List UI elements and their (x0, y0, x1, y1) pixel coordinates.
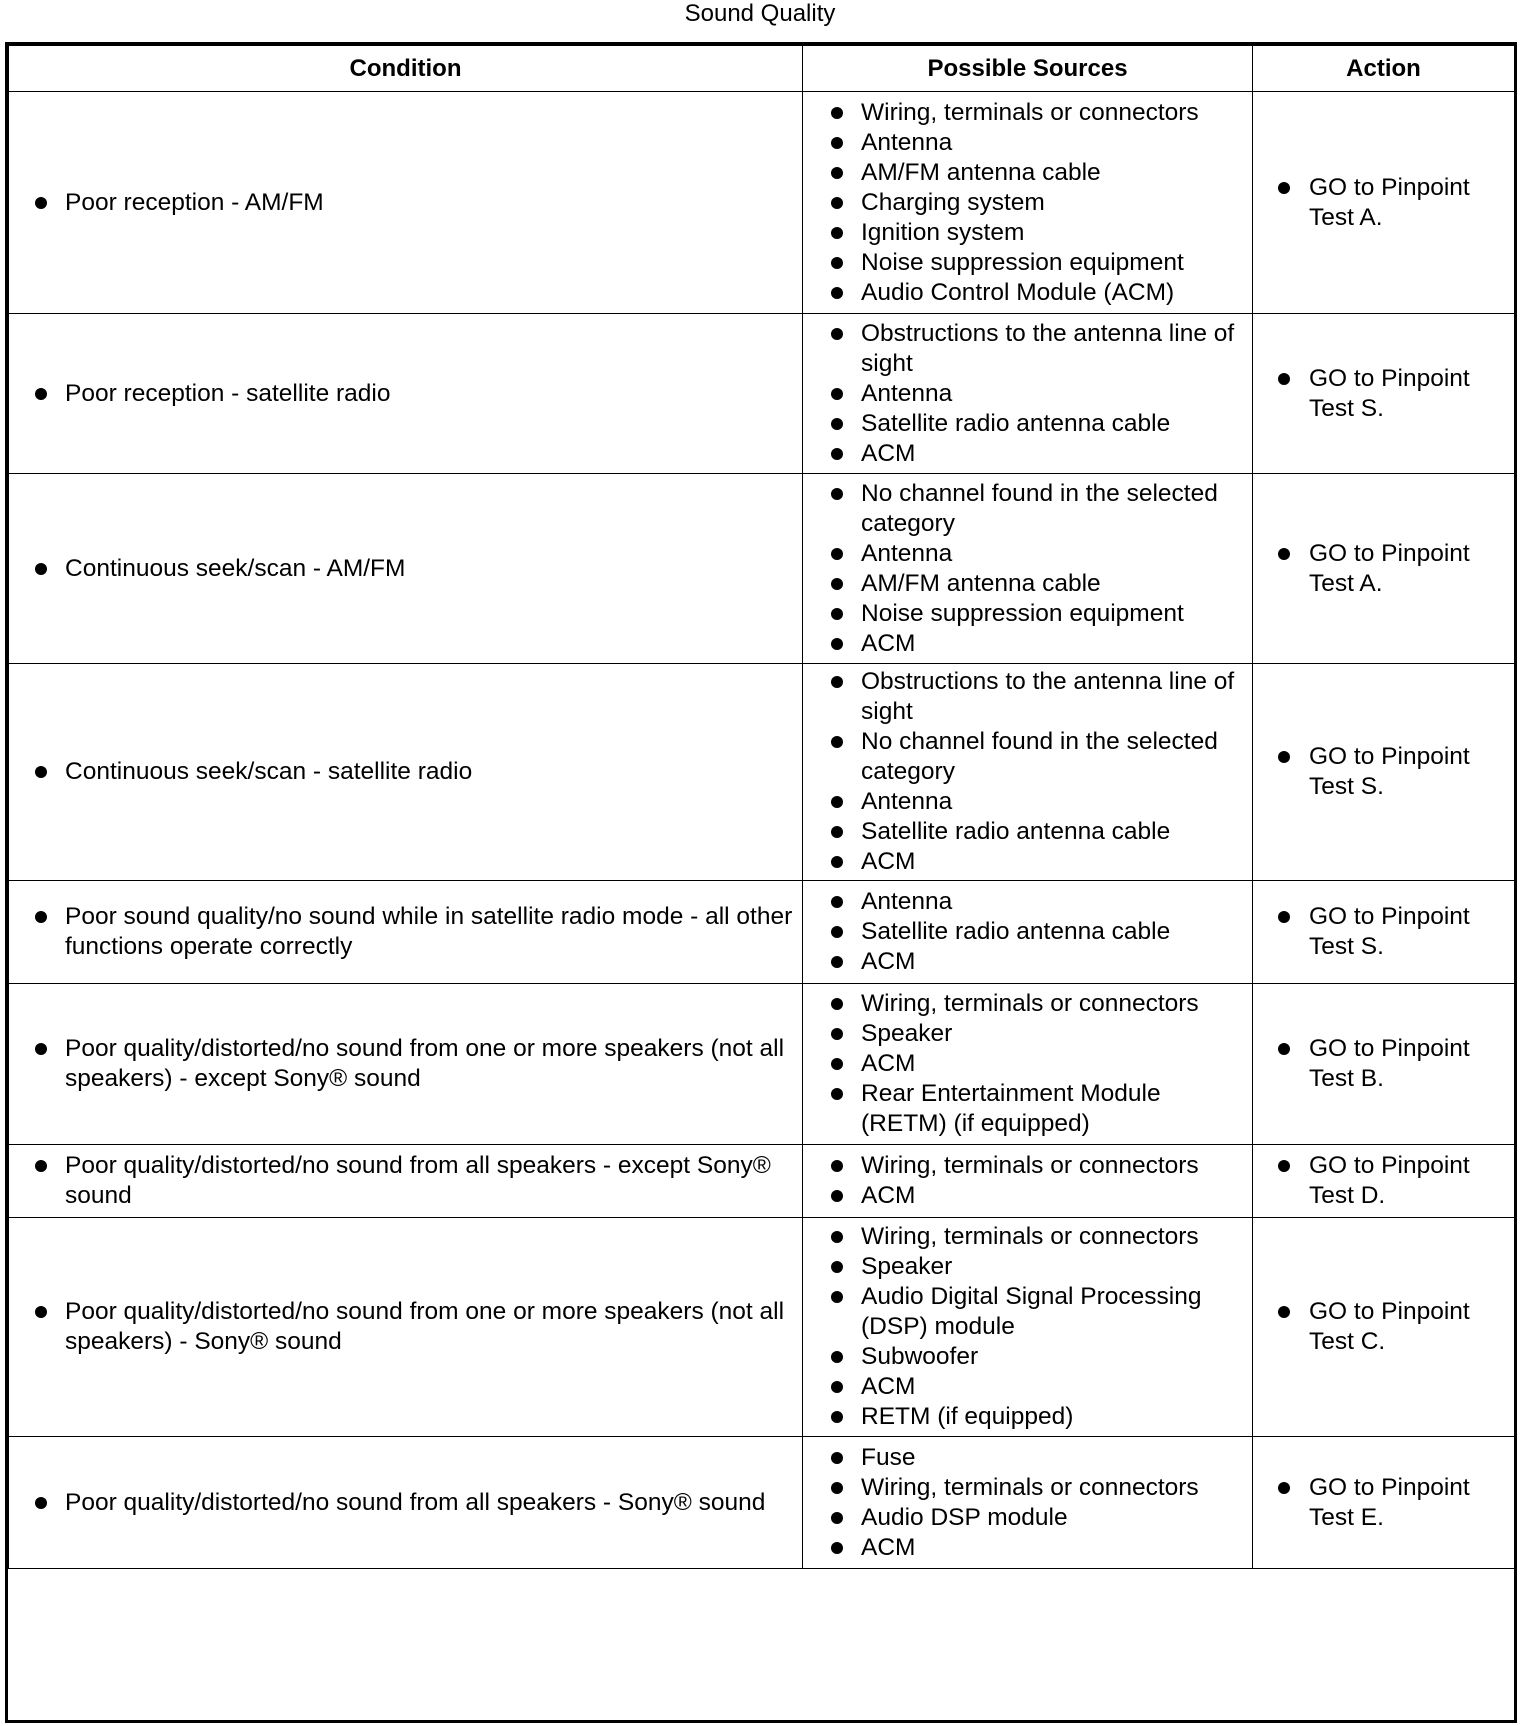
source-item: Wiring, terminals or connectors (803, 1473, 1246, 1503)
source-item: Wiring, terminals or connectors (803, 989, 1246, 1019)
source-item: Satellite radio antenna cable (803, 409, 1246, 439)
table-row (9, 92, 1515, 314)
source-item: ACM (803, 947, 1246, 977)
source-item: Charging system (803, 188, 1246, 218)
action-cell (1253, 881, 1515, 984)
source-item: Subwoofer (803, 1342, 1246, 1372)
source-item: Audio DSP module (803, 1503, 1246, 1533)
action-cell (1253, 314, 1515, 474)
source-item: AM/FM antenna cable (803, 569, 1246, 599)
action-cell (1253, 474, 1515, 664)
condition-cell (9, 314, 803, 474)
condition-text: Poor quality/distorted/no sound from one or more speakers (not all speakers) - Sony® sound (9, 1297, 802, 1357)
possible-sources-cell (803, 314, 1253, 474)
action-text: GO to Pinpoint Test S. (1253, 902, 1514, 962)
source-item: Audio Control Module (ACM) (803, 278, 1246, 308)
table-row (9, 474, 1515, 664)
possible-sources-cell (803, 1437, 1253, 1569)
condition-cell (9, 984, 803, 1145)
action-text: GO to Pinpoint Test S. (1253, 742, 1514, 802)
condition-cell (9, 1437, 803, 1569)
table-row (9, 881, 1515, 984)
source-item: Audio Digital Signal Processing (DSP) module (803, 1282, 1246, 1342)
source-item: Speaker (803, 1019, 1246, 1049)
header-possible-sources: Possible Sources (803, 46, 1253, 92)
table-body (9, 92, 1515, 1569)
source-item: Antenna (803, 128, 1246, 158)
header-condition: Condition (9, 46, 803, 92)
action-cell (1253, 984, 1515, 1145)
source-item: ACM (803, 1049, 1246, 1079)
action-text: GO to Pinpoint Test A. (1253, 173, 1514, 233)
condition-cell (9, 474, 803, 664)
source-item: ACM (803, 439, 1246, 469)
source-item: ACM (803, 1372, 1246, 1402)
table-row (9, 314, 1515, 474)
action-text: GO to Pinpoint Test S. (1253, 364, 1514, 424)
table-row (9, 1145, 1515, 1218)
possible-sources-cell (803, 474, 1253, 664)
table-row (9, 1218, 1515, 1437)
condition-cell (9, 664, 803, 881)
condition-text: Poor reception - AM/FM (9, 188, 802, 218)
action-text: GO to Pinpoint Test B. (1253, 1034, 1514, 1094)
condition-text: Continuous seek/scan - satellite radio (9, 757, 802, 787)
source-item: Antenna (803, 379, 1246, 409)
condition-text: Poor quality/distorted/no sound from all speakers - except Sony® sound (9, 1151, 802, 1211)
source-item: Antenna (803, 887, 1246, 917)
possible-sources-cell (803, 881, 1253, 984)
condition-text: Poor quality/distorted/no sound from one or more speakers (not all speakers) - except Sony® sound (9, 1034, 802, 1094)
source-item: Ignition system (803, 218, 1246, 248)
header-action: Action (1253, 46, 1515, 92)
source-item: RETM (if equipped) (803, 1402, 1246, 1432)
condition-text: Continuous seek/scan - AM/FM (9, 554, 802, 584)
source-item: Obstructions to the antenna line of sight (803, 319, 1246, 379)
source-item: Speaker (803, 1252, 1246, 1282)
source-item: Obstructions to the antenna line of sight (803, 667, 1246, 727)
condition-cell (9, 881, 803, 984)
condition-cell (9, 1145, 803, 1218)
source-item: Satellite radio antenna cable (803, 817, 1246, 847)
source-item: Wiring, terminals or connectors (803, 1151, 1246, 1181)
action-cell (1253, 1218, 1515, 1437)
source-item: Wiring, terminals or connectors (803, 98, 1246, 128)
source-item: AM/FM antenna cable (803, 158, 1246, 188)
source-item: Antenna (803, 787, 1246, 817)
action-cell (1253, 664, 1515, 881)
action-text: GO to Pinpoint Test D. (1253, 1151, 1514, 1211)
possible-sources-cell (803, 664, 1253, 881)
condition-text: Poor quality/distorted/no sound from all speakers - Sony® sound (9, 1488, 802, 1518)
table-header-row (9, 46, 1515, 92)
source-item: No channel found in the selected category (803, 479, 1246, 539)
action-text: GO to Pinpoint Test C. (1253, 1297, 1514, 1357)
source-item: ACM (803, 629, 1246, 659)
source-item: Noise suppression equipment (803, 248, 1246, 278)
possible-sources-cell (803, 1145, 1253, 1218)
action-cell (1253, 1145, 1515, 1218)
possible-sources-cell (803, 92, 1253, 314)
source-item: Wiring, terminals or connectors (803, 1222, 1246, 1252)
table-row (9, 1437, 1515, 1569)
condition-text: Poor sound quality/no sound while in satellite radio mode - all other functions operate correctly (9, 902, 802, 962)
condition-cell (9, 1218, 803, 1437)
action-text: GO to Pinpoint Test E. (1253, 1473, 1514, 1533)
table-row (9, 664, 1515, 881)
source-item: Fuse (803, 1443, 1246, 1473)
condition-text: Poor reception - satellite radio (9, 379, 802, 409)
page-title: Sound Quality (684, 0, 836, 27)
sound-quality-table (8, 45, 1515, 1569)
source-item: Noise suppression equipment (803, 599, 1246, 629)
possible-sources-cell (803, 1218, 1253, 1437)
possible-sources-cell (803, 984, 1253, 1145)
action-text: GO to Pinpoint Test A. (1253, 539, 1514, 599)
action-cell (1253, 92, 1515, 314)
action-cell (1253, 1437, 1515, 1569)
source-item: ACM (803, 1181, 1246, 1211)
source-item: No channel found in the selected category (803, 727, 1246, 787)
source-item: ACM (803, 847, 1246, 877)
source-item: Antenna (803, 539, 1246, 569)
source-item: Satellite radio antenna cable (803, 917, 1246, 947)
source-item: Rear Entertainment Module (RETM) (if equipped) (803, 1079, 1246, 1139)
table-row (9, 984, 1515, 1145)
condition-cell (9, 92, 803, 314)
source-item: ACM (803, 1533, 1246, 1563)
